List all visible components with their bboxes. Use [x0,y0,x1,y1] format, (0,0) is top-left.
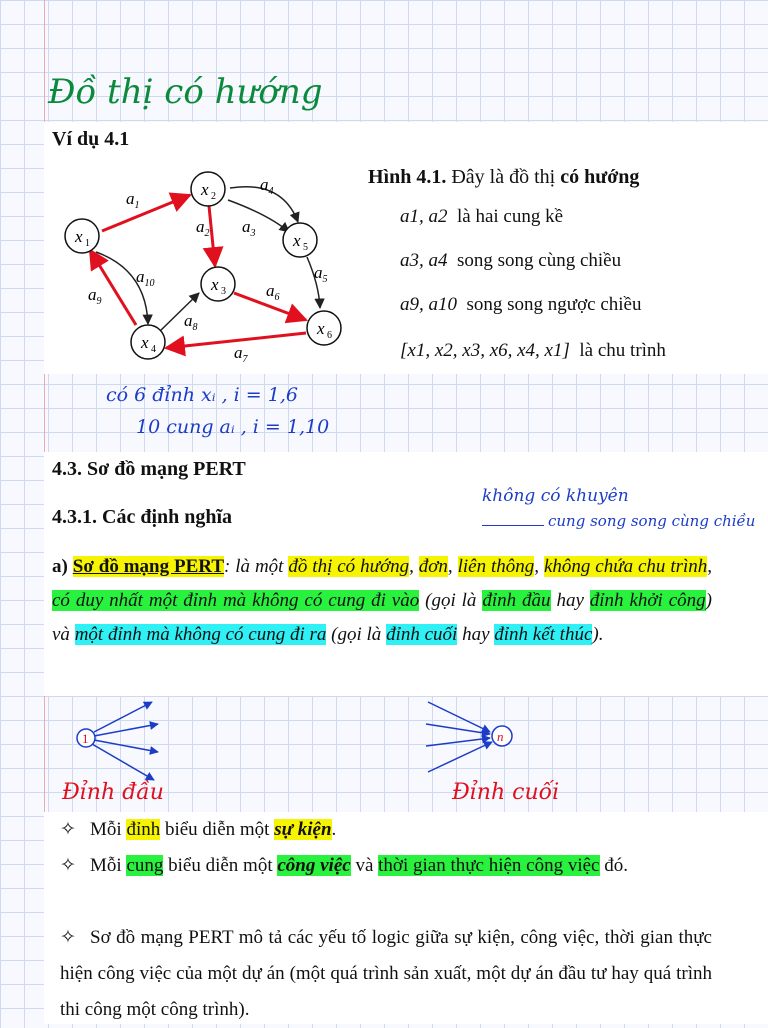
svg-text:x: x [141,333,149,352]
handnote-edges: 10 cung aᵢ , i = 1,10 [136,416,330,438]
svg-text:1: 1 [85,238,90,249]
label-a7: $a_7$ [234,343,248,365]
def-term: Sơ đồ mạng PERT [72,556,225,577]
def-s6: (gọi là [419,590,483,611]
bullet-2 [60,848,712,884]
node-x2 [191,172,225,206]
svg-text:x: x [211,275,219,294]
note-math-2: a3, a4 [400,250,448,271]
def-s8: ) và [52,590,712,645]
label-a10: $a_{10}$ [136,267,155,289]
def-h5: có duy nhất một đỉnh mà không có cung đi vào [52,590,420,611]
b1-h2: sự kiện [274,819,332,840]
svg-text:5: 5 [303,242,308,253]
svg-text:x: x [201,180,209,199]
def-s4: , [534,556,544,577]
def-h6: đỉnh đầu [482,590,551,611]
figure-note-2 [400,250,621,272]
node-x3 [201,267,235,301]
edge-a3 [228,200,289,232]
definition-paragraph [52,550,712,652]
svg-text:6: 6 [327,330,332,341]
note-text-1: là hai cung kề [457,206,564,227]
bullet-icon: ✧ [60,927,76,948]
note-text-4: là chu trình [579,340,666,361]
note-text-2: song song cùng chiều [457,250,622,271]
figure-caption [368,166,639,189]
def-s1: : là một [224,556,289,577]
bullet-3 [60,920,712,1028]
start-caption: Đỉnh đầu [62,780,164,805]
def-a: a) [52,556,73,577]
edge-a10 [96,252,148,324]
bullet-1 [60,812,712,848]
svg-text:4: 4 [151,344,156,355]
def-s5: , [707,556,713,577]
b2-h3: thời gian thực hiện công việc [378,855,600,876]
label-a3: $a_3$ [242,217,256,239]
def-h8: một đỉnh mà không có cung đi ra [74,624,327,645]
note-text-3: song song ngược chiều [466,294,642,315]
figure-note-3 [400,294,641,316]
def-s2: , [409,556,419,577]
handnote-dash [482,525,544,526]
subsection-heading: 4.3.1. Các định nghĩa [52,506,233,528]
svg-text:x: x [317,319,325,338]
def-h10: đỉnh kết thúc [494,624,593,645]
def-h3: liên thông [457,556,535,577]
def-h9: đỉnh cuối [386,624,458,645]
label-a5: $a_5$ [314,263,328,285]
figure-note-1 [400,206,563,228]
start-node-sketch [70,694,180,790]
def-h2: đơn [418,556,448,577]
figure-note-4 [400,340,666,362]
b1-t1: Mỗi [90,819,127,840]
b2-t2: biểu diễn một [163,855,278,876]
note-math-1: a1, a2 [400,206,448,227]
b1-t3: . [331,819,337,840]
start-node-label: 1 [82,731,89,746]
label-a4: $a_4$ [260,175,274,197]
svg-text:x: x [293,231,301,250]
label-a6: $a_6$ [266,281,280,303]
node-x4 [131,325,165,359]
svg-text:x: x [75,227,83,246]
note-math-4: [x1, x2, x3, x6, x4, x1] [400,340,570,361]
b1-t2: biểu diễn một [160,819,275,840]
def-s11: ). [592,624,604,645]
directed-graph-figure [44,160,364,374]
end-caption: Đỉnh cuối [452,780,560,805]
def-h1: đồ thị có hướng [288,556,410,577]
def-s7: hay [550,590,590,611]
label-a1: $a_1$ [126,189,140,211]
caption-prefix: Hình 4.1. [368,166,447,188]
end-node-label: n [497,729,504,744]
node-x1 [65,219,99,253]
handnote-vertices: có 6 đỉnh xᵢ , i = 1,6 [106,384,298,406]
b2-t1: Mỗi [90,855,127,876]
handwritten-title: Đồ thị có hướng [48,72,323,112]
handnote-parallel: cung song song cùng chiều [548,512,756,530]
def-s9: (gọi là [326,624,387,645]
b2-h2: công việc [277,855,351,876]
svg-text:2: 2 [211,191,216,202]
label-a9: $a_9$ [88,285,102,307]
bullet-icon: ✧ [60,855,76,876]
b3-t1: Sơ đồ mạng PERT mô tả các yếu tố logic giữa sự kiện, công việc, thời gian thực hiện công việc của một dự án (một quá trình sản xuất, một dự án đầu tư hay quá trình thi công một công trình). [60,927,712,1020]
node-x6 [307,311,341,345]
node-x5 [283,223,317,257]
end-node-sketch [420,694,530,790]
def-s10: hay [457,624,495,645]
b1-h1: đỉnh [126,819,161,840]
caption-emph: có hướng [560,166,640,188]
example-label: Ví dụ 4.1 [52,128,130,150]
note-math-3: a9, a10 [400,294,457,315]
caption-text: Đây là đồ thị [446,166,561,188]
def-h4: không chứa chu trình [543,556,708,577]
handnote-no-loop: không có khuyên [482,486,629,506]
label-a8: $a_8$ [184,311,198,333]
label-a2: $a_2$ [196,217,210,239]
b2-t3: và [350,855,379,876]
b2-h1: cung [126,855,164,876]
bullet-icon: ✧ [60,819,76,840]
def-h7: đỉnh khởi công [589,590,706,611]
b2-t4: đó. [599,855,628,876]
section-heading: 4.3. Sơ đồ mạng PERT [52,458,246,480]
edge-a9 [90,250,136,325]
def-s3: , [447,556,458,577]
svg-text:3: 3 [221,286,226,297]
edge-a2 [209,206,215,266]
edge-a1 [102,195,190,231]
